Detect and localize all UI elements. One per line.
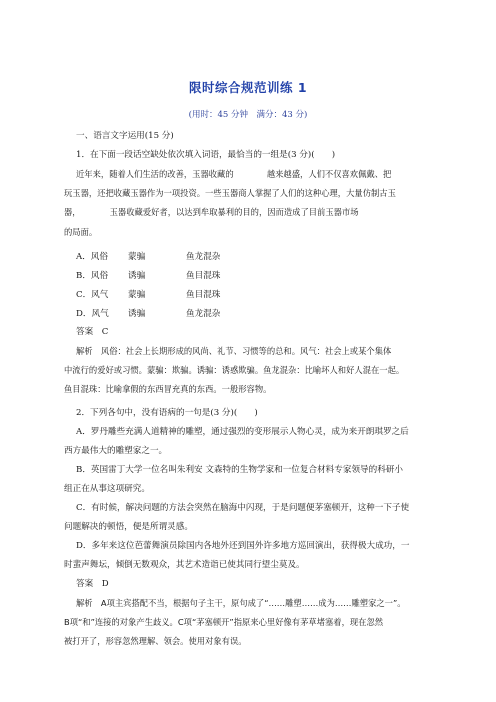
q1-explanation-line: 鱼目混珠：比喻拿假的东西冒充真的东西。一般形容物。	[64, 384, 272, 394]
option-word-1: A．风俗	[76, 252, 108, 262]
option-word-3: 鱼龙混杂	[186, 309, 221, 319]
q1-stem: 1．在下面一段话空缺处依次填入词语，最恰当的一组是(3 分)( )	[76, 150, 336, 160]
option-word-3: 鱼目混珠	[186, 271, 221, 281]
q2-option-d-cont: 时蜚声舞坛，倾倒无数观众，其艺术造诣已使其同行望尘莫及。	[64, 560, 305, 570]
q1-passage-line: 器， 玉器收藏爱好者，以达到牟取暴利的目的，因而造成了目前玉器市场	[64, 207, 359, 217]
q1-option-a	[76, 250, 220, 262]
option-word-2: 蒙骗	[128, 290, 146, 300]
q1-explanation-line: 解析 风俗：社会上长期形成的风尚、礼节、习惯等的总和。风气：社会上或某个集体	[76, 346, 392, 356]
page-subtitle: (用时：45 分钟 满分：43 分)	[188, 110, 308, 120]
q2-option-a: A．罗丹雕些充满人道精神的雕塑，通过强烈的变形展示人物心灵，成为来开朗琪罗之后	[76, 427, 409, 437]
q2-option-c-cont: 问题解决的顿悟，便是所谓灵感。	[64, 522, 193, 532]
q1-option-c	[76, 288, 220, 300]
q1-explanation-line: 中流行的爱好或习惯。蒙骗：欺骗。诱骗：诱惑欺骗。鱼龙混杂：比喻坏人和好人混在一起。	[64, 365, 405, 375]
option-word-1: B．风俗	[76, 271, 109, 281]
option-word-1: D．风气	[76, 309, 109, 319]
q1-passage-line: 的局面。	[64, 227, 98, 237]
q1-option-d	[76, 307, 220, 319]
q2-explanation-line: 被打开了，形容忽然理解、领会。使用对象有误。	[64, 636, 247, 646]
option-word-2: 诱骗	[128, 309, 146, 319]
q2-option-b-cont: 组正在从事这项研究。	[64, 484, 150, 494]
q1-passage-line: 玩玉器，还把收藏玉器作为一项投资。一些玉器商人掌握了人们的这种心理，大量仿制古玉	[64, 188, 396, 198]
page-title: 限时综合规范训练 1	[188, 80, 308, 95]
section-heading: 一、语言文字运用(15 分)	[76, 131, 174, 141]
q2-option-b: B．英国雷丁大学一位名叫朱利安 文森特的生物学家和一位复合材料专家领导的科研小	[76, 465, 404, 475]
option-word-2: 蒙骗	[128, 252, 146, 262]
q1-answer: 答案 C	[76, 327, 109, 337]
q2-option-c: C．有时候，解决问题的方法会突然在脑海中闪现，于是问题便茅塞顿开，这种一下子使	[76, 503, 410, 513]
q2-answer: 答案 D	[76, 579, 109, 589]
option-word-3: 鱼龙混杂	[186, 252, 221, 262]
q1-option-b	[76, 269, 220, 281]
q2-option-d: D．多年来这位芭蕾舞演员除国内各地外还到国外许多地方巡回演出，获得极大成功，一	[76, 541, 410, 551]
q1-passage-line: 近年来，随着人们生活的改善，玉器收藏的 越来越盛，人们不仅喜欢佩戴、把	[76, 169, 392, 179]
option-word-3: 鱼目混珠	[186, 290, 221, 300]
option-word-2: 诱骗	[128, 271, 146, 281]
q2-explanation-line: B项“和”连接的对象产生歧义。C项“茅塞顿开”指原来心里好像有茅草堵塞着，现在忽然	[64, 617, 384, 627]
q2-explanation-line: 解析 A项主宾搭配不当，根据句子主干，原句成了“……雕塑……成为……雕塑家之一”。	[76, 598, 406, 608]
q2-stem: 2．下列各句中，没有语病的一句是(3 分)( )	[76, 408, 258, 418]
q2-option-a-cont: 西方最伟大的雕塑家之一。	[64, 446, 168, 456]
option-word-1: C．风气	[76, 290, 109, 300]
